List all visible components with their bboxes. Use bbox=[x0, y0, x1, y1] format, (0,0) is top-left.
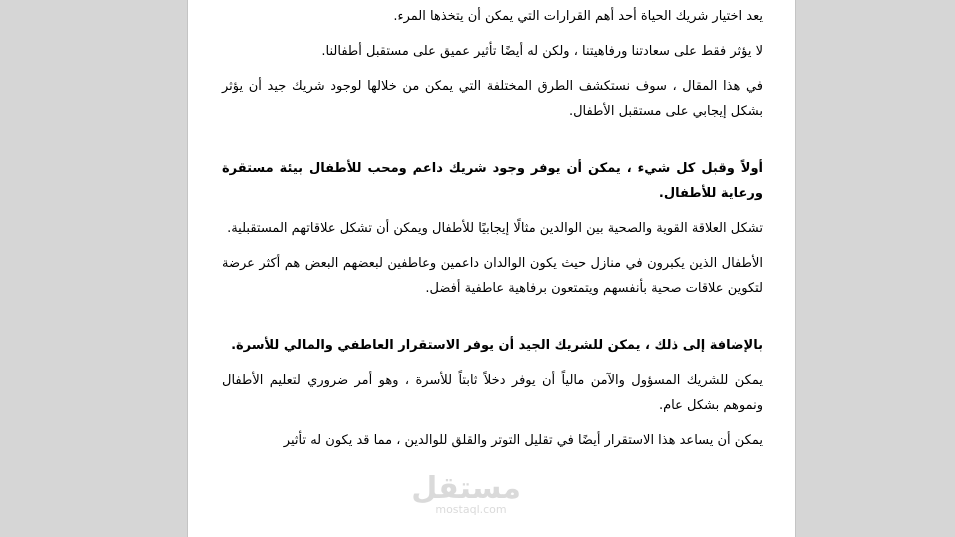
paragraph-supportive-homes: الأطفال الذين يكبرون في منازل حيث يكون الوالدان داعمين وعاطفين لبعضهم البعض هم أكثر عرضة لتكوين علاقات صحية بأنفسهم ويتمتعون برفاهية عاطفية أفضل. bbox=[222, 256, 763, 296]
paragraph-article-scope: في هذا المقال ، سوف نستكشف الطرق المختلفة التي يمكن من خلالها لوجود شريك جيد أن يؤثر بشكل إيجابي على مستقبل الأطفال. bbox=[222, 79, 763, 119]
watermark-logo bbox=[411, 471, 521, 516]
document-page[interactable] bbox=[187, 0, 796, 537]
watermark-latin: mostaql.com bbox=[435, 503, 507, 516]
watermark-arabic: مستقل bbox=[411, 471, 521, 506]
paragraph-spacer bbox=[222, 311, 763, 333]
heading-emotional-financial-stability: بالإضافة إلى ذلك ، يمكن للشريك الجيد أن يوفر الاستقرار العاطفي والمالي للأسرة. bbox=[231, 338, 763, 353]
paragraph-parent-relationship: تشكل العلاقة القوية والصحية بين الوالدين مثالًا إيجابيًا للأطفال ويمكن أن تشكل علاقاتهم المستقبلية. bbox=[227, 221, 763, 236]
paragraph-spacer bbox=[222, 134, 763, 156]
document-body[interactable] bbox=[222, 4, 763, 463]
paragraph-reduce-stress: يمكن أن يساعد هذا الاستقرار أيضًا في تقليل التوتر والقلق للوالدين ، مما قد يكون له تأثير bbox=[283, 433, 763, 448]
paragraph-intro: يعد اختيار شريك الحياة أحد أهم القرارات التي يمكن أن يتخذها المرء. bbox=[393, 9, 763, 24]
paragraph-financial-security: يمكن للشريك المسؤول والآمن مالياً أن يوفر دخلاً ثابتاً للأسرة ، وهو أمر ضروري لتعليم الأطفال ونموهم بشكل عام. bbox=[222, 373, 763, 413]
paragraph-impact: لا يؤثر فقط على سعادتنا ورفاهيتنا ، ولكن له أيضًا تأثير عميق على مستقبل أطفالنا. bbox=[321, 44, 763, 59]
heading-stable-environment: أولاً وقبل كل شيء ، يمكن أن يوفر وجود شريك داعم ومحب للأطفال بيئة مستقرة ورعاية للأطفال. bbox=[222, 161, 763, 201]
